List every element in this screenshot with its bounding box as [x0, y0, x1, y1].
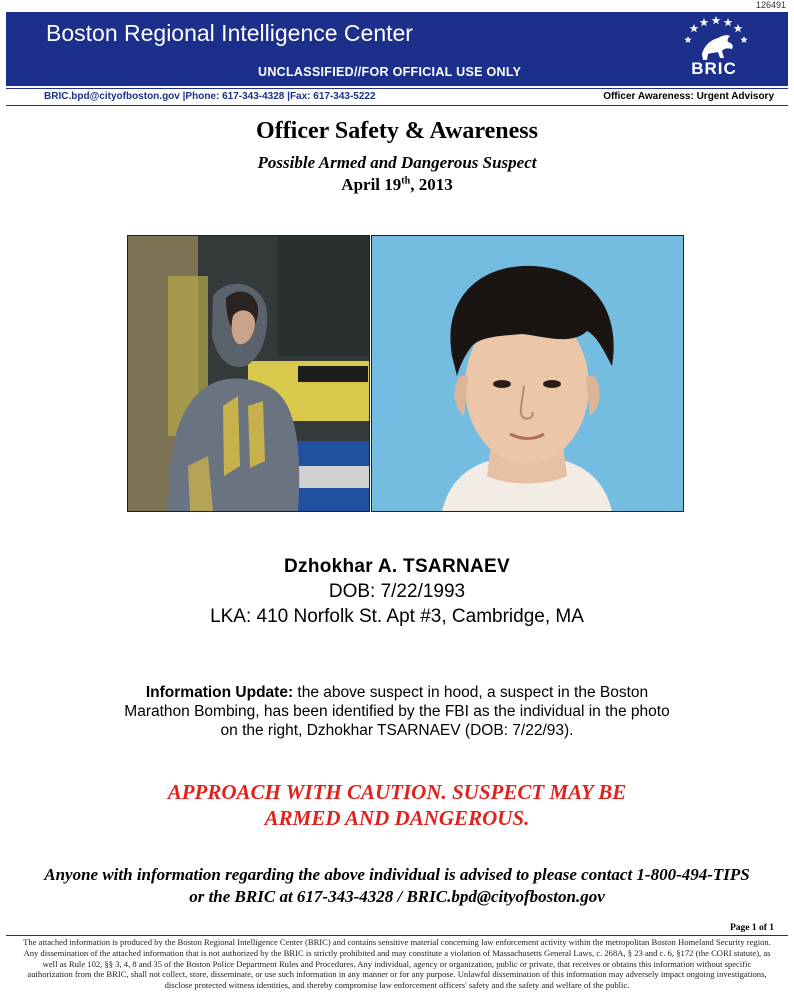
classification-marking: UNCLASSIFIED//FOR OFFICIAL USE ONLY	[258, 65, 522, 79]
bulletin-date	[0, 175, 794, 195]
suspect-name: Dzhokhar A. TSARNAEV	[284, 556, 510, 577]
contact-line: BRIC.bpd@cityofboston.gov |Phone: 617-343-4328 |Fax: 617-343-5222	[44, 91, 376, 102]
bric-logo-text: BRIC	[691, 59, 737, 78]
information-update	[120, 683, 674, 740]
bulletin-subtitle: Possible Armed and Dangerous Suspect	[257, 153, 537, 172]
org-title: Boston Regional Intelligence Center	[46, 20, 413, 46]
contact-bar	[6, 88, 788, 106]
date-ordinal: th	[401, 175, 411, 187]
date-prefix: April 19	[341, 175, 402, 194]
page-number: Page 1 of 1	[729, 923, 774, 933]
id-photo	[371, 235, 684, 512]
header-banner	[6, 12, 788, 86]
contact-message: Anyone with information regarding the above individual is advised to please contact 1-800-494-TIPS or the BRIC at 617-343-4328 / BRIC.bpd@cityofboston.gov	[44, 865, 750, 906]
date-suffix: , 2013	[410, 175, 453, 194]
warning-line-2: ARMED AND DANGEROUS.	[264, 806, 530, 830]
document-id: 126491	[755, 0, 786, 10]
suspect-last-known-address: LKA: 410 Norfolk St. Apt #3, Cambridge, MA	[210, 606, 584, 627]
legal-disclaimer: The attached information is produced by the Boston Regional Intelligence Center (BRIC) and contains sensitive material concerning law enforcement activity within the metropolitan Boston Homeland Security region. Any dissemination of the attached information that is not authorized by the BRIC is strictly prohibited and may constitute a violation of Massachusetts General Laws, c. 268A, § 23 and c. 6, §172 (the CORI statute), as well as Rule 102, §§ 3, 4, 8 and 35 of the Boston Police Department Rules and Procedures. Any individual, agency or organization, public or private, that receives or obtains this information without specific authorization from the BRIC, shall not collect, store, disseminate, or use such information in any manner or for any purpose. Unlawful dissemination of this information may adversely impact ongoing investigations, disclose protected witness identities, and thereby compromise law enforcement officers' safety and the safety and welfare of the public.	[23, 937, 771, 991]
bulletin-title: Officer Safety & Awareness	[256, 118, 538, 144]
warning-line-1: APPROACH WITH CAUTION. SUSPECT MAY BE	[167, 780, 627, 804]
caution-warning	[0, 779, 794, 831]
surveillance-photo	[127, 235, 370, 512]
suspect-dob: DOB: 7/22/1993	[328, 581, 466, 602]
advisory-label: Officer Awareness: Urgent Advisory	[603, 91, 774, 102]
footer-divider	[6, 935, 788, 936]
info-label: Information Update:	[145, 684, 294, 701]
info-text: the above suspect in hood, a suspect in the Boston Marathon Bombing, has been identified by the FBI as the individual in the photo on the right, Dzhokhar TSARNAEV (DOB: 7/22/93).	[124, 684, 670, 739]
